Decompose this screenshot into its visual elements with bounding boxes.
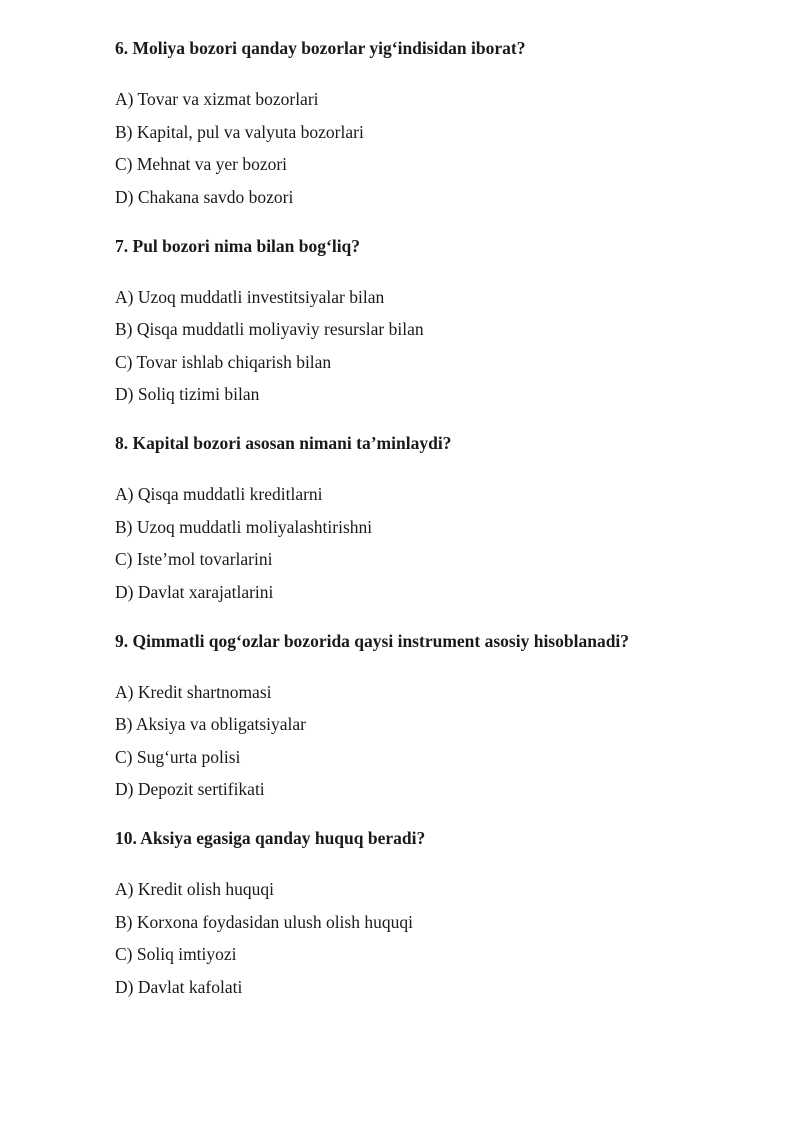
option-c: C) Mehnat va yer bozori [115,154,288,174]
option-d: D) Depozit sertifikati [115,779,265,799]
option-d: D) Davlat xarajatlarini [115,581,274,602]
option-a: A) Kredit shartnomasi [115,681,272,702]
option-d: D) Soliq tizimi bilan [115,384,260,404]
question-text: 8. Kapital bozori asosan nimani ta’minlaydi? [115,433,452,453]
question-7 [115,234,760,407]
option-a: A) Kredit olish huquqi [115,879,274,899]
option-c: C) Iste’mol tovarlarini [115,549,273,569]
option-a: A) Uzoq muddatli investitsiyalar bilan [115,286,385,307]
option-a: A) Qisqa muddatli kreditlarni [115,484,323,504]
answer-options [115,877,760,999]
question-9 [115,629,760,802]
answer-options [115,87,760,209]
question-text: 6. Moliya bozori qanday bozorlar yig‘indisidan iborat? [115,38,526,58]
answer-options [115,285,760,407]
option-b: B) Qisqa muddatli moliyaviy resurslar bilan [115,319,424,339]
question-text: 7. Pul bozori nima bilan bog‘liq? [115,235,361,256]
answer-options [115,680,760,802]
question-6 [115,36,760,209]
option-a: A) Tovar va xizmat bozorlari [115,89,319,109]
question-text: 10. Aksiya egasiga qanday huquq beradi? [115,828,426,848]
option-b: B) Aksiya va obligatsiyalar [115,714,307,734]
option-b: B) Uzoq muddatli moliyalashtirishni [115,516,373,537]
question-10 [115,826,760,999]
option-d: D) Chakana savdo bozori [115,186,294,207]
answer-options [115,482,760,604]
option-c: C) Soliq imtiyozi [115,944,237,964]
option-c: C) Tovar ishlab chiqarish bilan [115,351,332,372]
question-8 [115,431,760,604]
option-b: B) Korxona foydasidan ulush olish huquqi [115,911,413,932]
option-d: D) Davlat kafolati [115,976,243,997]
option-c: C) Sug‘urta polisi [115,746,241,767]
question-text: 9. Qimmatli qog‘ozlar bozorida qaysi instrument asosiy hisoblanadi? [115,630,630,651]
option-b: B) Kapital, pul va valyuta bozorlari [115,121,364,142]
